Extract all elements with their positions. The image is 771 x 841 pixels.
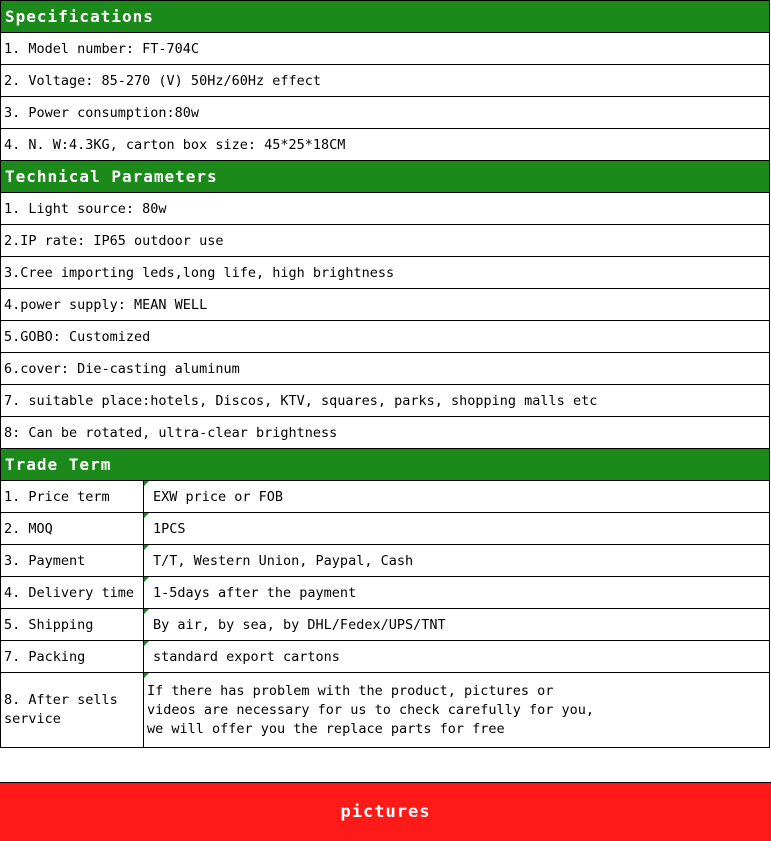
tech-row (1, 257, 770, 289)
tech-row (1, 321, 770, 353)
tech-row (1, 385, 770, 417)
tech-item: 7. suitable place:hotels, Discos, KTV, squares, parks, shopping malls etc (1, 385, 770, 417)
after-sales-line: If there has problem with the product, pictures or (147, 682, 554, 699)
tech-item: 3.Cree importing leds,long life, high brightness (1, 257, 770, 289)
trade-value: EXW price or FOB (144, 481, 770, 513)
tech-item: 6.cover: Die-casting aluminum (1, 353, 770, 385)
tech-item: 8: Can be rotated, ultra-clear brightness (1, 417, 770, 449)
trade-label: 4. Delivery time (1, 577, 144, 609)
specifications-title: Specifications (1, 1, 770, 33)
tech-item: 2.IP rate: IP65 outdoor use (1, 225, 770, 257)
trade-row (1, 641, 770, 673)
spec-item: 1. Model number: FT-704C (1, 33, 770, 65)
tech-row (1, 193, 770, 225)
spec-row (1, 65, 770, 97)
after-sales-value (144, 673, 770, 748)
spec-row (1, 129, 770, 161)
after-sales-row (1, 673, 770, 748)
trade-row (1, 609, 770, 641)
trade-label: 5. Shipping (1, 609, 144, 641)
trade-value: standard export cartons (144, 641, 770, 673)
tech-item: 1. Light source: 80w (1, 193, 770, 225)
after-sales-line: videos are necessary for us to check carefully for you, (147, 701, 595, 718)
trade-value: 1-5days after the payment (144, 577, 770, 609)
trade-title: Trade Term (1, 449, 770, 481)
specifications-header-row (1, 1, 770, 33)
spec-row (1, 97, 770, 129)
trade-row (1, 513, 770, 545)
tech-row (1, 289, 770, 321)
pictures-label: pictures (340, 802, 431, 822)
spec-item: 2. Voltage: 85-270 (V) 50Hz/60Hz effect (1, 65, 770, 97)
trade-label: 7. Packing (1, 641, 144, 673)
spec-row (1, 33, 770, 65)
trade-row (1, 577, 770, 609)
tech-row (1, 225, 770, 257)
trade-row (1, 545, 770, 577)
trade-value: 1PCS (144, 513, 770, 545)
tech-item: 5.GOBO: Customized (1, 321, 770, 353)
after-sales-line: we will offer you the replace parts for free (147, 720, 505, 737)
technical-title: Technical Parameters (1, 161, 770, 193)
trade-value: T/T, Western Union, Paypal, Cash (144, 545, 770, 577)
trade-row (1, 481, 770, 513)
trade-value: By air, by sea, by DHL/Fedex/UPS/TNT (144, 609, 770, 641)
trade-label: 2. MOQ (1, 513, 144, 545)
tech-item: 4.power supply: MEAN WELL (1, 289, 770, 321)
pictures-banner (0, 782, 771, 841)
technical-header-row (1, 161, 770, 193)
trade-label: 3. Payment (1, 545, 144, 577)
after-sales-label: 8. After sells service (1, 673, 144, 748)
spec-item: 4. N. W:4.3KG, carton box size: 45*25*18CM (1, 129, 770, 161)
tech-row (1, 417, 770, 449)
tech-row (1, 353, 770, 385)
spec-item: 3. Power consumption:80w (1, 97, 770, 129)
trade-header-row (1, 449, 770, 481)
trade-label: 1. Price term (1, 481, 144, 513)
